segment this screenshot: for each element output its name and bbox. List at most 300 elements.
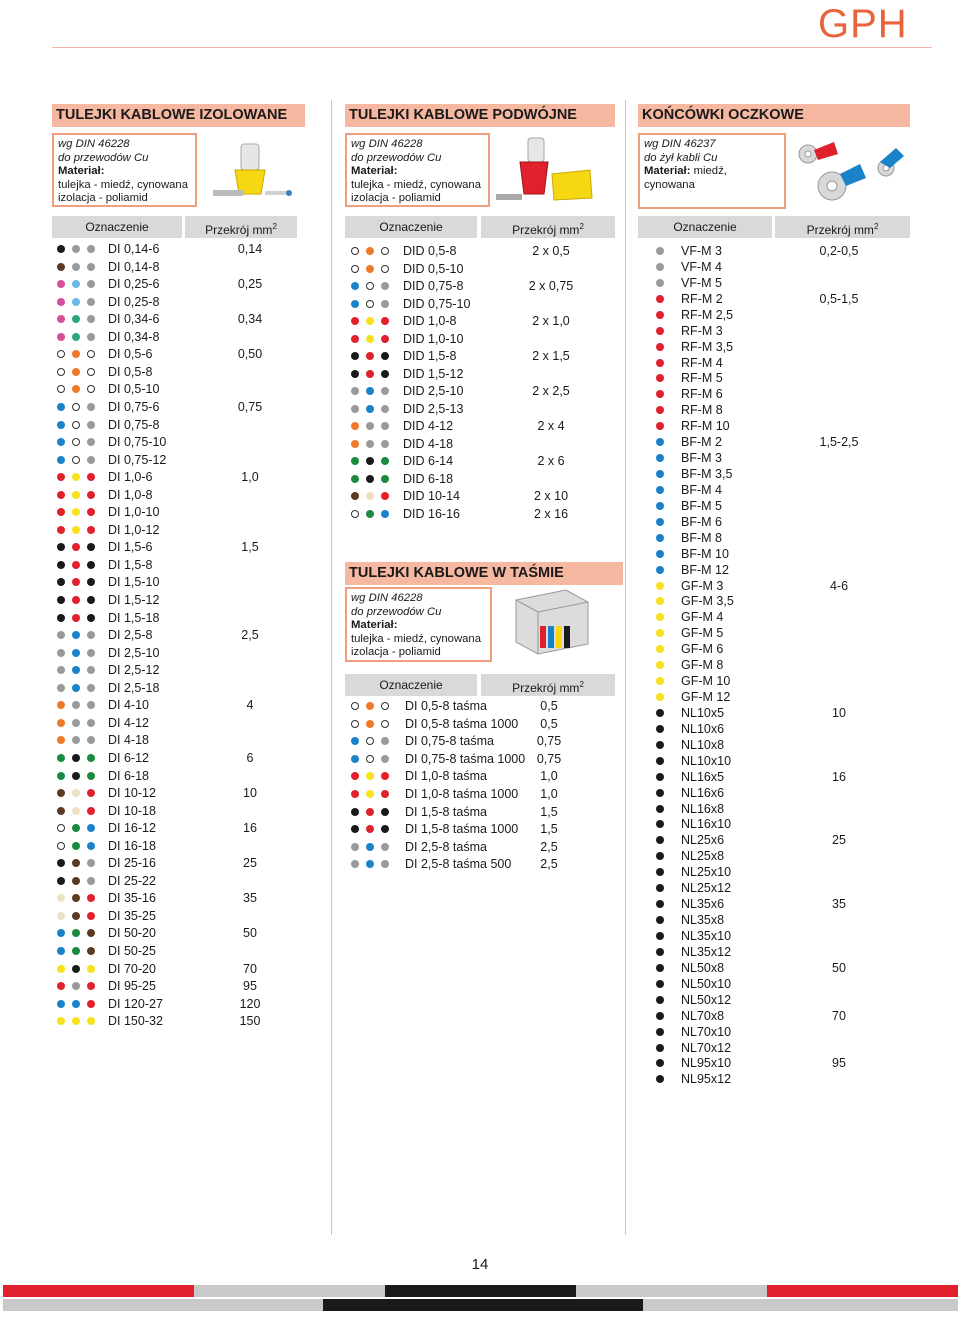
designation: DI 4-18 bbox=[108, 733, 149, 748]
designation: NL95x12 bbox=[681, 1072, 732, 1087]
cross-section: 2 x 0,5 bbox=[532, 244, 570, 258]
color-code-dot bbox=[72, 263, 80, 271]
color-code-dot bbox=[57, 912, 65, 920]
color-code-dot bbox=[351, 808, 359, 816]
spec-standard: wg DIN 46228 bbox=[351, 592, 423, 604]
color-code-dot bbox=[366, 510, 374, 518]
color-code-dot bbox=[656, 247, 664, 255]
color-code-dot bbox=[72, 929, 80, 937]
color-code-dot bbox=[72, 1017, 80, 1025]
color-code-dot bbox=[351, 387, 359, 395]
color-code-dot bbox=[57, 754, 65, 762]
cross-section: 4-6 bbox=[829, 578, 849, 593]
cross-section: 0,5-1,5 bbox=[819, 291, 859, 306]
color-code-dot bbox=[656, 327, 664, 335]
color-code-dot bbox=[656, 725, 664, 733]
designation: DID 2,5-10 bbox=[403, 384, 464, 398]
table-row bbox=[57, 539, 297, 556]
designation: DI 25-22 bbox=[108, 873, 156, 888]
designation: NL10x6 bbox=[681, 721, 725, 736]
table-row bbox=[656, 912, 906, 929]
color-code-dot bbox=[87, 772, 95, 780]
band-segment bbox=[194, 1285, 385, 1297]
color-code-dot bbox=[656, 438, 664, 446]
color-code-dot bbox=[57, 333, 65, 341]
designation: DI 0,14-6 bbox=[108, 242, 160, 256]
color-code-dot bbox=[57, 596, 65, 604]
designation: GF-M 4 bbox=[681, 610, 724, 625]
designation: RF-M 6 bbox=[681, 387, 723, 402]
table-row bbox=[656, 928, 906, 945]
table-row bbox=[57, 908, 297, 925]
designation: DI 0,5-8 bbox=[108, 364, 153, 379]
designation: DID 0,5-10 bbox=[403, 261, 464, 276]
color-code-dot bbox=[87, 807, 95, 815]
section-title-insulated-ferrules: TULEJKI KABLOWE IZOLOWANE bbox=[52, 104, 305, 127]
color-code-dot bbox=[72, 298, 80, 306]
designation: DI 1,5-8 bbox=[108, 557, 153, 572]
color-code-dot bbox=[72, 543, 80, 551]
designation: DI 0,5-8 taśma bbox=[405, 699, 487, 713]
color-code-dot bbox=[656, 932, 664, 940]
table-row bbox=[57, 610, 297, 627]
color-code-dot bbox=[366, 843, 374, 851]
cross-section: 150 bbox=[239, 1014, 261, 1029]
table-row bbox=[57, 961, 297, 978]
table-row bbox=[656, 546, 906, 563]
color-code-dot bbox=[57, 842, 65, 850]
table-row bbox=[656, 816, 906, 833]
color-code-dot bbox=[57, 298, 65, 306]
color-code-dot bbox=[72, 666, 80, 674]
band-segment bbox=[576, 1285, 767, 1297]
table-row bbox=[351, 488, 611, 505]
table-row bbox=[656, 355, 906, 372]
ring-terminal-photo bbox=[790, 138, 908, 206]
designation: RF-M 2 bbox=[681, 291, 723, 306]
designation: DI 0,5-6 bbox=[108, 347, 153, 362]
header-rule bbox=[52, 47, 932, 48]
table-row bbox=[57, 522, 297, 539]
color-code-dot bbox=[57, 772, 65, 780]
footer-color-band-2 bbox=[3, 1299, 958, 1311]
color-code-dot bbox=[656, 900, 664, 908]
cross-section: 25 bbox=[243, 856, 257, 871]
color-code-dot bbox=[72, 508, 80, 516]
table-row bbox=[656, 721, 906, 738]
band-segment bbox=[323, 1299, 643, 1311]
color-code-dot bbox=[72, 684, 80, 692]
table-row bbox=[656, 1055, 906, 1072]
cross-section: 0,5 bbox=[540, 699, 558, 713]
color-code-dot bbox=[87, 666, 95, 674]
cross-section: 4 bbox=[246, 698, 254, 713]
color-code-dot bbox=[366, 772, 374, 780]
designation: NL25x6 bbox=[681, 833, 725, 848]
color-code-dot bbox=[656, 1012, 664, 1020]
table-row bbox=[351, 786, 611, 803]
designation: GF-M 3,5 bbox=[681, 594, 734, 609]
color-code-dot bbox=[366, 825, 374, 833]
table-row bbox=[656, 1071, 906, 1088]
color-code-dot bbox=[87, 736, 95, 744]
col-header-sup: 2 bbox=[272, 222, 277, 231]
table-row bbox=[351, 243, 611, 260]
color-code-dot bbox=[381, 860, 389, 868]
table-row bbox=[656, 434, 906, 451]
color-code-dot bbox=[381, 790, 389, 798]
spec-wire: do przewodów Cu bbox=[351, 605, 442, 618]
color-code-dot bbox=[366, 247, 374, 255]
designation: DI 1,5-10 bbox=[108, 575, 160, 590]
spec-material-1: miedź, cynowana bbox=[644, 165, 727, 191]
designation: DI 1,0-8 taśma bbox=[405, 769, 487, 784]
designation: NL10x8 bbox=[681, 737, 725, 752]
color-code-dot bbox=[366, 702, 374, 710]
designation: DI 0,5-10 bbox=[108, 382, 160, 397]
table-row bbox=[656, 641, 906, 658]
table-row bbox=[57, 399, 297, 416]
cross-section: 2,5 bbox=[540, 857, 558, 872]
color-code-dot bbox=[87, 877, 95, 885]
spec-box-twin-ferrules bbox=[345, 133, 490, 207]
spec-material-1: tulejka - miedź, cynowana bbox=[351, 632, 481, 645]
cross-section: 1,0 bbox=[540, 787, 558, 801]
color-code-dot bbox=[87, 701, 95, 709]
color-code-dot bbox=[656, 948, 664, 956]
color-code-dot bbox=[381, 247, 389, 255]
color-code-dot bbox=[381, 702, 389, 710]
spec-material-1: tulejka - miedź, cynowana bbox=[351, 178, 481, 191]
column-divider bbox=[331, 100, 332, 1235]
color-code-dot bbox=[72, 456, 80, 464]
designation: RF-M 5 bbox=[681, 371, 723, 386]
designation: DI 10-12 bbox=[108, 786, 156, 801]
color-code-dot bbox=[72, 772, 80, 780]
designation: DI 1,0-10 bbox=[108, 505, 160, 520]
cross-section: 2 x 16 bbox=[533, 506, 569, 521]
color-code-dot bbox=[656, 390, 664, 398]
table-row bbox=[656, 562, 906, 579]
color-code-dot bbox=[351, 772, 359, 780]
designation: DI 1,5-8 taśma bbox=[405, 804, 487, 819]
color-code-dot bbox=[656, 661, 664, 669]
table-row bbox=[57, 662, 297, 679]
designation: NL25x8 bbox=[681, 849, 725, 864]
table-row bbox=[656, 832, 906, 849]
color-code-dot bbox=[87, 298, 95, 306]
table-row bbox=[351, 436, 611, 453]
designation: BF-M 10 bbox=[681, 546, 729, 561]
table-row bbox=[656, 291, 906, 308]
designation: VF-M 3 bbox=[681, 244, 722, 258]
designation: DI 0,75-6 bbox=[108, 399, 160, 414]
color-code-dot bbox=[57, 1000, 65, 1008]
designation: DID 1,0-8 bbox=[403, 314, 457, 328]
color-code-dot bbox=[656, 422, 664, 430]
color-code-dot bbox=[351, 860, 359, 868]
color-code-dot bbox=[72, 438, 80, 446]
cross-section: 0,75 bbox=[536, 751, 562, 766]
designation: DI 70-20 bbox=[108, 961, 156, 976]
color-code-dot bbox=[72, 982, 80, 990]
designation: DI 0,75-8 bbox=[108, 417, 160, 432]
designation: NL35x6 bbox=[681, 897, 725, 912]
table-row bbox=[351, 733, 611, 750]
color-code-dot bbox=[381, 422, 389, 430]
table-row bbox=[57, 276, 297, 293]
color-code-dot bbox=[72, 614, 80, 622]
color-code-dot bbox=[57, 350, 65, 358]
table-row bbox=[57, 873, 297, 890]
col-header-designation: Oznaczenie bbox=[345, 216, 477, 238]
color-code-dot bbox=[87, 508, 95, 516]
table-row bbox=[57, 1013, 297, 1030]
color-code-dot bbox=[87, 263, 95, 271]
color-code-dot bbox=[87, 350, 95, 358]
twin-ferrule-photo bbox=[492, 136, 607, 208]
table-row bbox=[656, 944, 906, 961]
color-code-dot bbox=[57, 877, 65, 885]
cross-section: 2,5 bbox=[540, 839, 558, 854]
color-code-dot bbox=[57, 543, 65, 551]
table-row bbox=[656, 753, 906, 770]
table-row bbox=[351, 506, 611, 523]
page-number: 14 bbox=[471, 1256, 489, 1273]
table-row bbox=[351, 418, 611, 435]
color-code-dot bbox=[57, 421, 65, 429]
designation: NL35x10 bbox=[681, 928, 732, 943]
color-code-dot bbox=[72, 631, 80, 639]
designation: DID 1,5-12 bbox=[403, 366, 464, 381]
cross-section: 50 bbox=[832, 960, 846, 975]
table-row bbox=[656, 769, 906, 786]
designation: RF-M 3,5 bbox=[681, 339, 734, 354]
designation: DID 0,5-8 bbox=[403, 244, 457, 258]
color-code-dot bbox=[381, 387, 389, 395]
table-row bbox=[351, 804, 611, 821]
table-row bbox=[57, 732, 297, 749]
col-header-cross-section bbox=[481, 216, 615, 238]
color-code-dot bbox=[57, 859, 65, 867]
table-row bbox=[656, 1024, 906, 1041]
designation: NL95x10 bbox=[681, 1056, 732, 1071]
spec-standard: wg DIN 46228 bbox=[351, 138, 423, 150]
color-code-dot bbox=[72, 912, 80, 920]
designation: DID 10-14 bbox=[403, 489, 460, 503]
designation: NL70x8 bbox=[681, 1008, 725, 1023]
designation: NL16x6 bbox=[681, 785, 725, 800]
color-code-dot bbox=[381, 440, 389, 448]
table-row bbox=[656, 530, 906, 547]
col-header-sup: 2 bbox=[873, 222, 879, 231]
color-code-dot bbox=[366, 860, 374, 868]
table-row bbox=[656, 482, 906, 499]
designation: GF-M 12 bbox=[681, 690, 731, 705]
color-code-dot bbox=[87, 789, 95, 797]
table-row bbox=[351, 839, 611, 856]
designation: DI 16-12 bbox=[108, 821, 156, 836]
color-code-dot bbox=[57, 368, 65, 376]
color-code-dot bbox=[57, 491, 65, 499]
color-code-dot bbox=[87, 526, 95, 534]
color-code-dot bbox=[381, 352, 389, 360]
table-row bbox=[656, 275, 906, 292]
designation: GF-M 3 bbox=[681, 578, 724, 593]
cross-section: 1,5 bbox=[241, 540, 259, 555]
color-code-dot bbox=[87, 824, 95, 832]
table-row bbox=[57, 452, 297, 469]
table-row bbox=[351, 401, 611, 418]
designation: NL50x12 bbox=[681, 992, 732, 1007]
col-header-text: Przekrój mm bbox=[512, 223, 580, 237]
color-code-dot bbox=[656, 852, 664, 860]
color-code-dot bbox=[351, 755, 359, 763]
color-code-dot bbox=[72, 473, 80, 481]
designation: DI 95-25 bbox=[108, 979, 156, 994]
designation: GF-M 10 bbox=[681, 674, 731, 689]
color-code-dot bbox=[87, 491, 95, 499]
color-code-dot bbox=[351, 702, 359, 710]
color-code-dot bbox=[57, 526, 65, 534]
color-code-dot bbox=[656, 311, 664, 319]
designation: DI 0,75-12 bbox=[108, 452, 167, 467]
designation: DI 1,0-8 bbox=[108, 487, 153, 502]
table-row bbox=[351, 716, 611, 733]
color-code-dot bbox=[87, 385, 95, 393]
table-row bbox=[656, 1040, 906, 1057]
cross-section: 0,25 bbox=[237, 277, 263, 292]
table-row bbox=[656, 609, 906, 626]
designation: NL16x8 bbox=[681, 801, 725, 816]
designation: VF-M 5 bbox=[681, 275, 722, 290]
color-code-dot bbox=[381, 772, 389, 780]
cross-section: 0,75 bbox=[536, 734, 562, 749]
color-code-dot bbox=[57, 894, 65, 902]
designation: DI 150-32 bbox=[108, 1014, 163, 1029]
color-code-dot bbox=[656, 868, 664, 876]
table-row bbox=[57, 978, 297, 995]
color-code-dot bbox=[87, 543, 95, 551]
color-code-dot bbox=[57, 736, 65, 744]
table-row bbox=[656, 657, 906, 674]
table-row bbox=[656, 880, 906, 897]
color-code-dot bbox=[351, 790, 359, 798]
color-code-dot bbox=[366, 790, 374, 798]
cross-section: 1,0 bbox=[241, 470, 259, 485]
color-code-dot bbox=[87, 578, 95, 586]
designation: DI 1,0-8 taśma 1000 bbox=[405, 787, 519, 801]
designation: BF-M 6 bbox=[681, 514, 722, 529]
col-header-designation: Oznaczenie bbox=[345, 674, 477, 696]
color-code-dot bbox=[381, 475, 389, 483]
color-code-dot bbox=[366, 352, 374, 360]
designation: DI 1,5-18 bbox=[108, 610, 160, 625]
cross-section: 2 x 4 bbox=[537, 419, 565, 433]
table-row bbox=[351, 471, 611, 488]
table-row bbox=[656, 801, 906, 818]
table-row bbox=[656, 418, 906, 435]
color-code-dot bbox=[87, 333, 95, 341]
color-code-dot bbox=[72, 315, 80, 323]
color-code-dot bbox=[366, 405, 374, 413]
color-code-dot bbox=[57, 280, 65, 288]
color-code-dot bbox=[656, 279, 664, 287]
color-code-dot bbox=[381, 492, 389, 500]
color-code-dot bbox=[57, 561, 65, 569]
designation: DI 0,34-8 bbox=[108, 329, 160, 344]
designation: GF-M 6 bbox=[681, 642, 724, 657]
color-code-dot bbox=[87, 947, 95, 955]
table-row bbox=[351, 261, 611, 278]
designation: DI 2,5-12 bbox=[108, 663, 160, 678]
designation: DI 35-16 bbox=[108, 891, 156, 906]
color-code-dot bbox=[57, 947, 65, 955]
designation: NL10x5 bbox=[681, 705, 725, 720]
designation: NL35x12 bbox=[681, 944, 732, 959]
designation: DI 25-16 bbox=[108, 856, 156, 871]
table-row bbox=[656, 386, 906, 403]
cross-section: 2 x 1,5 bbox=[532, 349, 570, 363]
table-row bbox=[57, 557, 297, 574]
color-code-dot bbox=[87, 894, 95, 902]
designation: DI 1,0-6 bbox=[108, 470, 153, 485]
color-code-dot bbox=[656, 359, 664, 367]
color-code-dot bbox=[87, 929, 95, 937]
color-code-dot bbox=[57, 965, 65, 973]
cross-section: 0,5 bbox=[540, 716, 558, 731]
table-row bbox=[57, 996, 297, 1013]
band-segment bbox=[385, 1285, 576, 1297]
table-row bbox=[57, 311, 297, 328]
color-code-dot bbox=[87, 280, 95, 288]
color-code-dot bbox=[656, 773, 664, 781]
color-code-dot bbox=[366, 265, 374, 273]
color-code-dot bbox=[366, 755, 374, 763]
color-code-dot bbox=[351, 247, 359, 255]
spec-box-ring-terminals bbox=[638, 133, 786, 209]
designation: BF-M 5 bbox=[681, 498, 722, 513]
spec-standard: wg DIN 46237 bbox=[644, 138, 716, 150]
designation: DI 1,0-12 bbox=[108, 522, 160, 537]
color-code-dot bbox=[87, 1017, 95, 1025]
table-row bbox=[656, 307, 906, 324]
table-row bbox=[57, 803, 297, 820]
table-row bbox=[57, 785, 297, 802]
color-code-dot bbox=[656, 836, 664, 844]
cross-section: 1,5 bbox=[540, 804, 558, 819]
table-row bbox=[57, 381, 297, 398]
table-row bbox=[57, 259, 297, 276]
color-code-dot bbox=[656, 1059, 664, 1067]
cross-section: 70 bbox=[243, 961, 257, 976]
designation: RF-M 3 bbox=[681, 323, 723, 338]
table-row bbox=[57, 574, 297, 591]
color-code-dot bbox=[72, 701, 80, 709]
cross-section: 2,5 bbox=[241, 628, 259, 643]
color-code-dot bbox=[381, 265, 389, 273]
col-header-text: Przekrój mm bbox=[806, 223, 874, 237]
color-code-dot bbox=[72, 789, 80, 797]
cross-section: 1,0 bbox=[540, 769, 558, 784]
table-row bbox=[57, 469, 297, 486]
designation: DI 4-12 bbox=[108, 715, 149, 730]
color-code-dot bbox=[57, 719, 65, 727]
color-code-dot bbox=[381, 808, 389, 816]
color-code-dot bbox=[656, 518, 664, 526]
color-code-dot bbox=[656, 454, 664, 462]
table-row bbox=[656, 339, 906, 356]
